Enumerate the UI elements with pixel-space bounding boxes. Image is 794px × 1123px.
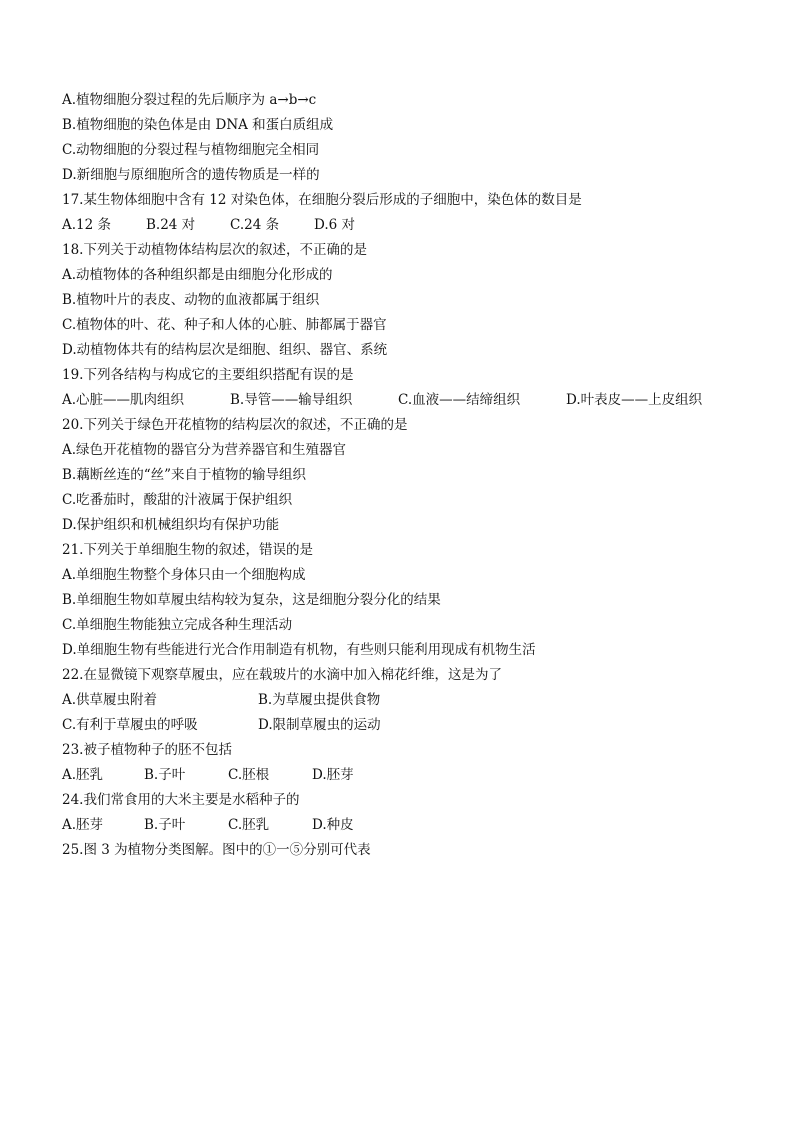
option-line: B.植物细胞的染色体是由 DNA 和蛋白质组成: [62, 117, 334, 133]
question-21: 21.下列关于单细胞生物的叙述，错误的是: [62, 542, 313, 558]
option-a: A.12 条: [62, 217, 112, 233]
option-line: A.单细胞生物整个身体只由一个细胞构成: [62, 567, 306, 583]
option-d: D.6 对: [314, 217, 356, 233]
option-c: C.胚乳: [228, 817, 270, 833]
option-line: B.单细胞生物如草履虫结构较为复杂，这是细胞分裂分化的结果: [62, 592, 441, 608]
option-b: B.为草履虫提供食物: [258, 692, 381, 708]
option-a: A.胚乳: [62, 767, 104, 783]
question-22-options-ab: [62, 688, 762, 713]
option-d: D.胚芽: [312, 767, 354, 783]
option-c: C.有利于草履虫的呼吸: [62, 717, 198, 733]
question-22-options-cd: [62, 713, 762, 738]
option-c: C.24 条: [230, 217, 280, 233]
exam-page: [62, 88, 762, 863]
question-23: 23.被子植物种子的胚不包括: [62, 742, 232, 758]
option-line: A.绿色开花植物的器官分为营养器官和生殖器官: [62, 442, 347, 458]
question-17-options: [62, 213, 762, 238]
option-line: C.吃番茄时，酸甜的汁液属于保护组织: [62, 492, 293, 508]
option-line: C.动物细胞的分裂过程与植物细胞完全相同: [62, 142, 320, 158]
option-b: B.24 对: [146, 217, 196, 233]
option-line: C.植物体的叶、花、种子和人体的心脏、肺都属于器官: [62, 317, 387, 333]
option-b: B.子叶: [144, 817, 186, 833]
question-24-options: [62, 813, 762, 838]
option-d: D.种皮: [312, 817, 354, 833]
option-b: B.导管——输导组织: [230, 392, 353, 408]
option-line: B.植物叶片的表皮、动物的血液都属于组织: [62, 292, 320, 308]
question-17: 17.某生物体细胞中含有 12 对染色体，在细胞分裂后形成的子细胞中，染色体的数目是: [62, 192, 582, 208]
option-line: D.新细胞与原细胞所含的遗传物质是一样的: [62, 167, 320, 183]
option-c: C.血液——结缔组织: [398, 392, 521, 408]
option-a: A.供草履虫附着: [62, 692, 158, 708]
option-line: A.动植物体的各种组织都是由细胞分化形成的: [62, 267, 333, 283]
option-c: C.胚根: [228, 767, 270, 783]
option-b: B.子叶: [144, 767, 186, 783]
option-line: C.单细胞生物能独立完成各种生理活动: [62, 617, 293, 633]
question-23-options: [62, 763, 762, 788]
question-25: 25.图 3 为植物分类图解。图中的①一⑤分别可代表: [62, 842, 371, 858]
option-line: D.保护组织和机械组织均有保护功能: [62, 517, 280, 533]
option-line: A.植物细胞分裂过程的先后顺序为 a→b→c: [62, 92, 317, 108]
option-a: A.心脏——肌肉组织: [62, 392, 185, 408]
question-24: 24.我们常食用的大米主要是水稻种子的: [62, 792, 300, 808]
option-line: B.藕断丝连的“丝”来自于植物的输导组织: [62, 467, 307, 483]
question-18: 18.下列关于动植物体结构层次的叙述，不正确的是: [62, 242, 367, 258]
option-line: D.单细胞生物有些能进行光合作用制造有机物，有些则只能利用现成有机物生活: [62, 642, 536, 658]
option-d: D.限制草履虫的运动: [258, 717, 381, 733]
question-19-options: [62, 388, 762, 413]
option-a: A.胚芽: [62, 817, 104, 833]
question-19: 19.下列各结构与构成它的主要组织搭配有误的是: [62, 367, 354, 383]
question-22: 22.在显微镜下观察草履虫，应在载玻片的水滴中加入棉花纤维，这是为了: [62, 667, 502, 683]
option-line: D.动植物体共有的结构层次是细胞、组织、器官、系统: [62, 342, 388, 358]
option-d: D.叶表皮——上皮组织: [566, 392, 703, 408]
question-20: 20.下列关于绿色开花植物的结构层次的叙述，不正确的是: [62, 417, 408, 433]
